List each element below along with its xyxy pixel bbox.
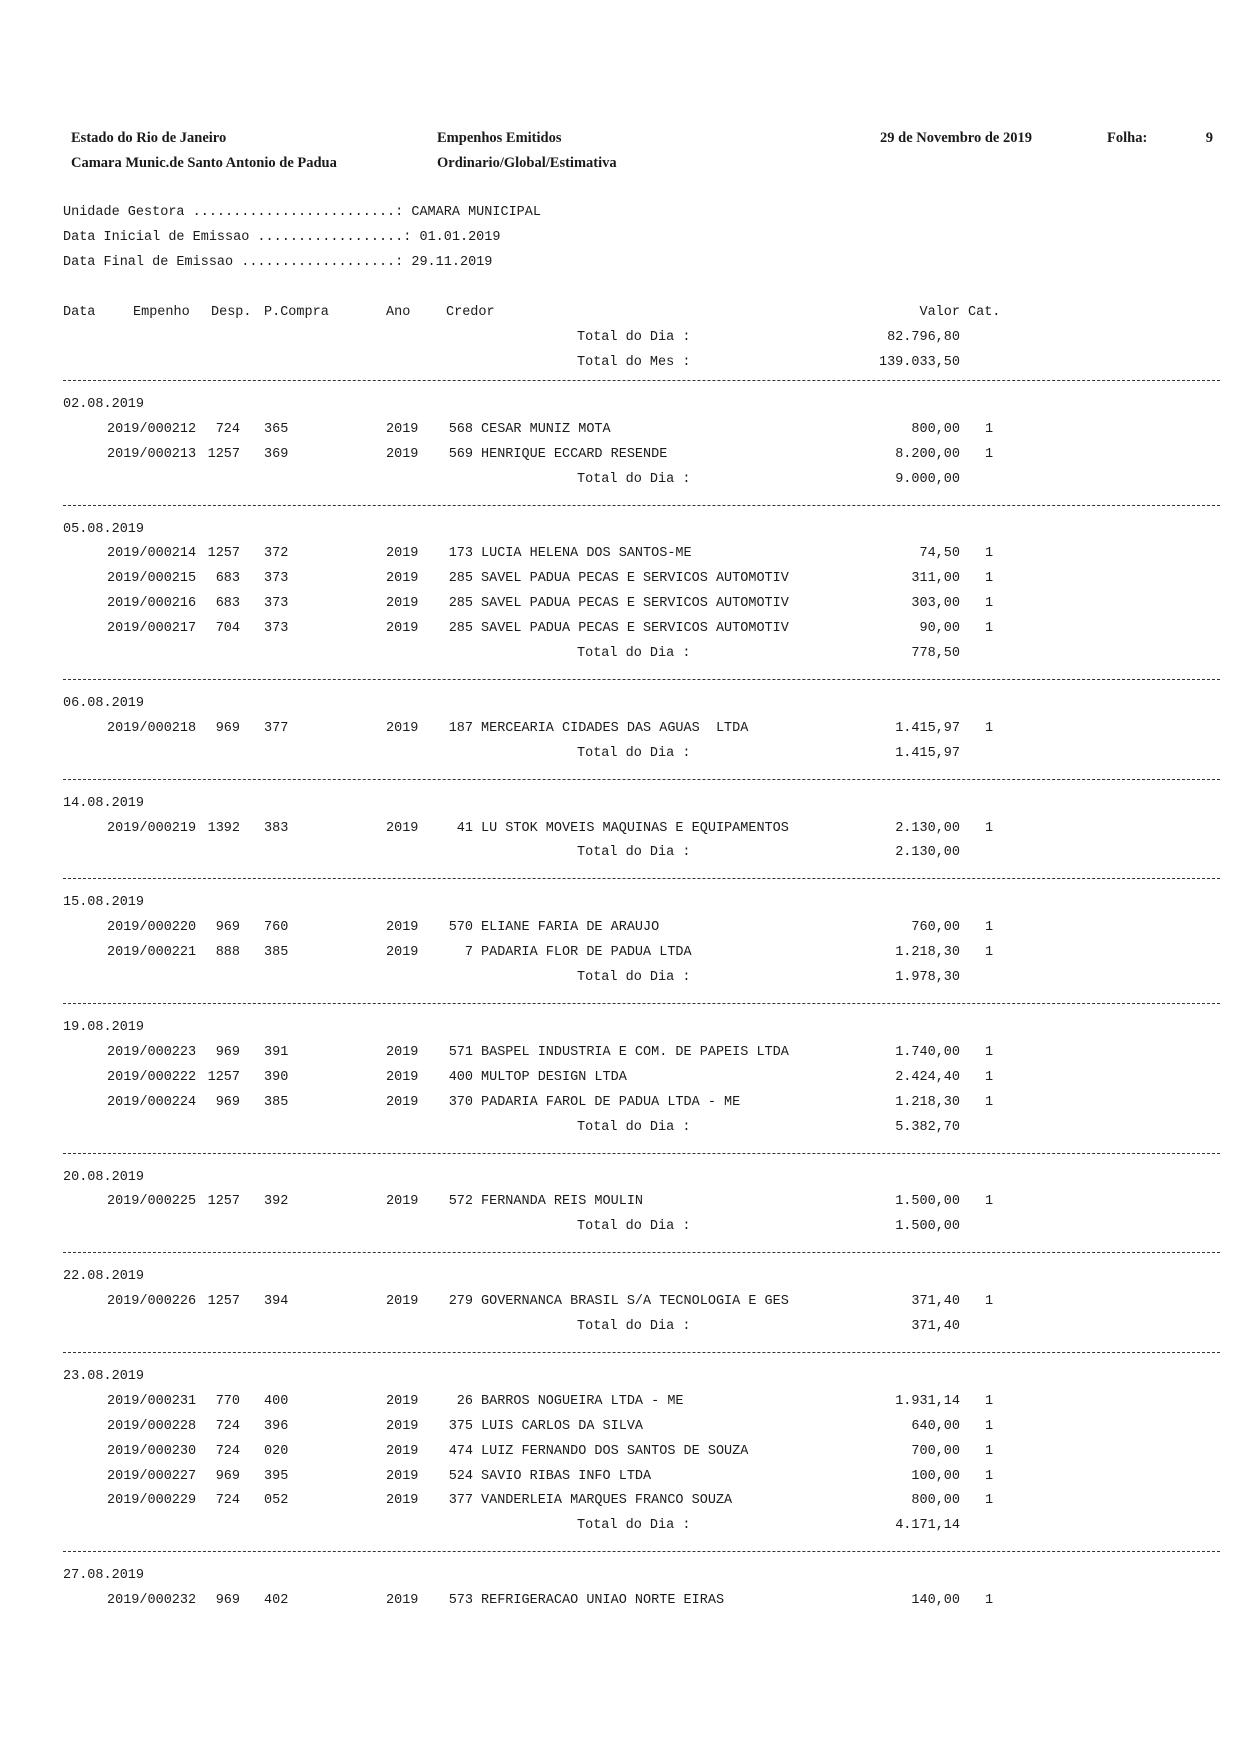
row-valor: 760,00 bbox=[911, 920, 960, 935]
row-cat: 1 bbox=[985, 546, 994, 561]
row-valor: 1.218,30 bbox=[895, 1095, 960, 1110]
col-header-valor: Valor bbox=[919, 305, 960, 320]
row-credor-code: 285 bbox=[448, 596, 473, 611]
row-credor-code: 285 bbox=[448, 571, 473, 586]
row-desp: 1257 bbox=[207, 1294, 240, 1309]
row-credor-name: REFRIGERACAO UNIAO NORTE EIRAS bbox=[481, 1593, 725, 1608]
group-separator bbox=[63, 878, 1220, 879]
row-cat: 1 bbox=[985, 1593, 994, 1608]
row-credor-name: BASPEL INDUSTRIA E COM. DE PAPEIS LTDA bbox=[481, 1045, 789, 1060]
row-pcompra: 373 bbox=[264, 596, 289, 611]
row-cat: 1 bbox=[985, 945, 994, 960]
row-valor: 800,00 bbox=[911, 422, 960, 437]
filter-value: 01.01.2019 bbox=[419, 230, 501, 245]
row-pcompra: 395 bbox=[264, 1469, 289, 1484]
row-desp: 1392 bbox=[207, 821, 240, 836]
row-cat: 1 bbox=[985, 1444, 994, 1459]
day-total-value: 1.415,97 bbox=[895, 746, 960, 761]
filter-label: Data Final de Emissao ...................: bbox=[63, 255, 412, 270]
row-valor: 74,50 bbox=[919, 546, 960, 561]
row-credor-name: SAVEL PADUA PECAS E SERVICOS AUTOMOTIV bbox=[481, 596, 789, 611]
row-pcompra: 385 bbox=[264, 1095, 289, 1110]
row-credor-code: 279 bbox=[448, 1294, 473, 1309]
row-cat: 1 bbox=[985, 621, 994, 636]
row-credor-name: LUIZ FERNANDO DOS SANTOS DE SOUZA bbox=[481, 1444, 749, 1459]
row-ano: 2019 bbox=[386, 1493, 419, 1508]
row-cat: 1 bbox=[985, 920, 994, 935]
row-valor: 2.130,00 bbox=[895, 821, 960, 836]
row-credor-name: ELIANE FARIA DE ARAUJO bbox=[481, 920, 660, 935]
row-empenho: 2019/000229 bbox=[107, 1493, 197, 1508]
row-pcompra: 400 bbox=[264, 1394, 289, 1409]
row-valor: 1.415,97 bbox=[895, 721, 960, 736]
row-credor-name: GOVERNANCA BRASIL S/A TECNOLOGIA E GES bbox=[481, 1294, 789, 1309]
row-desp: 724 bbox=[215, 422, 240, 437]
report-date: 29 de Novembro de 2019 bbox=[880, 130, 1032, 146]
row-desp: 1257 bbox=[207, 447, 240, 462]
row-pcompra: 385 bbox=[264, 945, 289, 960]
row-empenho: 2019/000218 bbox=[107, 721, 197, 736]
row-valor: 1.931,14 bbox=[895, 1394, 960, 1409]
row-pcompra: 365 bbox=[264, 422, 289, 437]
row-empenho: 2019/000220 bbox=[107, 920, 197, 935]
row-pcompra: 372 bbox=[264, 546, 289, 561]
row-pcompra: 369 bbox=[264, 447, 289, 462]
row-desp: 770 bbox=[215, 1394, 240, 1409]
row-valor: 8.200,00 bbox=[895, 447, 960, 462]
row-pcompra: 377 bbox=[264, 721, 289, 736]
col-header-ano: Ano bbox=[386, 305, 411, 320]
row-ano: 2019 bbox=[386, 546, 419, 561]
row-credor-code: 524 bbox=[448, 1469, 473, 1484]
day-total-label: Total do Dia : bbox=[577, 1219, 691, 1234]
row-ano: 2019 bbox=[386, 1593, 419, 1608]
row-pcompra: 390 bbox=[264, 1070, 289, 1085]
col-header-cat: Cat. bbox=[968, 305, 1001, 320]
row-valor: 2.424,40 bbox=[895, 1070, 960, 1085]
day-total-value: 2.130,00 bbox=[895, 845, 960, 860]
row-credor-code: 573 bbox=[448, 1593, 473, 1608]
day-total-label: Total do Dia : bbox=[577, 646, 691, 661]
group-separator bbox=[63, 1153, 1220, 1154]
row-ano: 2019 bbox=[386, 920, 419, 935]
row-valor: 140,00 bbox=[911, 1593, 960, 1608]
row-credor-name: LU STOK MOVEIS MAQUINAS E EQUIPAMENTOS bbox=[481, 821, 789, 836]
day-total-label: Total do Dia : bbox=[577, 1518, 691, 1533]
day-total-value: 1.978,30 bbox=[895, 970, 960, 985]
row-credor-name: BARROS NOGUEIRA LTDA - ME bbox=[481, 1394, 684, 1409]
row-empenho: 2019/000216 bbox=[107, 596, 197, 611]
filter-data-final bbox=[63, 255, 492, 271]
group-date: 02.08.2019 bbox=[63, 397, 145, 412]
row-credor-name: PADARIA FLOR DE PADUA LTDA bbox=[481, 945, 692, 960]
row-desp: 1257 bbox=[207, 546, 240, 561]
row-empenho: 2019/000232 bbox=[107, 1593, 197, 1608]
header-state: Estado do Rio de Janeiro bbox=[71, 130, 227, 146]
row-ano: 2019 bbox=[386, 422, 419, 437]
col-header-data: Data bbox=[63, 305, 96, 320]
row-valor: 1.218,30 bbox=[895, 945, 960, 960]
row-cat: 1 bbox=[985, 721, 994, 736]
row-credor-code: 572 bbox=[448, 1194, 473, 1209]
row-desp: 683 bbox=[215, 571, 240, 586]
row-credor-code: 568 bbox=[448, 422, 473, 437]
day-total-label: Total do Dia : bbox=[577, 1319, 691, 1334]
group-separator bbox=[63, 679, 1220, 680]
row-valor: 1.500,00 bbox=[895, 1194, 960, 1209]
day-total-label: Total do Dia : bbox=[577, 1120, 691, 1135]
row-ano: 2019 bbox=[386, 1394, 419, 1409]
row-desp: 969 bbox=[215, 1095, 240, 1110]
group-separator bbox=[63, 1252, 1220, 1253]
row-credor-name: FERNANDA REIS MOULIN bbox=[481, 1194, 644, 1209]
col-header-credor: Credor bbox=[446, 305, 495, 320]
row-pcompra: 052 bbox=[264, 1493, 289, 1508]
row-desp: 969 bbox=[215, 1045, 240, 1060]
row-cat: 1 bbox=[985, 1493, 994, 1508]
col-header-empenho: Empenho bbox=[133, 305, 190, 320]
row-ano: 2019 bbox=[386, 1294, 419, 1309]
row-desp: 1257 bbox=[207, 1070, 240, 1085]
row-empenho: 2019/000228 bbox=[107, 1419, 197, 1434]
row-pcompra: 394 bbox=[264, 1294, 289, 1309]
row-empenho: 2019/000225 bbox=[107, 1194, 197, 1209]
row-valor: 700,00 bbox=[911, 1444, 960, 1459]
row-ano: 2019 bbox=[386, 821, 419, 836]
row-cat: 1 bbox=[985, 596, 994, 611]
row-credor-code: 41 bbox=[456, 821, 473, 836]
row-valor: 303,00 bbox=[911, 596, 960, 611]
row-credor-name: VANDERLEIA MARQUES FRANCO SOUZA bbox=[481, 1493, 733, 1508]
row-ano: 2019 bbox=[386, 621, 419, 636]
row-empenho: 2019/000221 bbox=[107, 945, 197, 960]
filter-label: Unidade Gestora .........................: bbox=[63, 205, 412, 220]
row-empenho: 2019/000214 bbox=[107, 546, 197, 561]
row-desp: 1257 bbox=[207, 1194, 240, 1209]
group-separator bbox=[63, 779, 1220, 780]
row-valor: 100,00 bbox=[911, 1469, 960, 1484]
row-credor-name: MERCEARIA CIDADES DAS AGUAS LTDA bbox=[481, 721, 749, 736]
row-desp: 888 bbox=[215, 945, 240, 960]
row-cat: 1 bbox=[985, 821, 994, 836]
row-cat: 1 bbox=[985, 447, 994, 462]
row-desp: 969 bbox=[215, 1593, 240, 1608]
row-valor: 640,00 bbox=[911, 1419, 960, 1434]
row-ano: 2019 bbox=[386, 1419, 419, 1434]
row-credor-code: 400 bbox=[448, 1070, 473, 1085]
row-empenho: 2019/000212 bbox=[107, 422, 197, 437]
row-credor-name: SAVEL PADUA PECAS E SERVICOS AUTOMOTIV bbox=[481, 571, 789, 586]
row-empenho: 2019/000224 bbox=[107, 1095, 197, 1110]
row-cat: 1 bbox=[985, 1070, 994, 1085]
group-separator bbox=[63, 1551, 1220, 1552]
filter-unidade-gestora bbox=[63, 205, 541, 221]
row-desp: 969 bbox=[215, 1469, 240, 1484]
row-empenho: 2019/000226 bbox=[107, 1294, 197, 1309]
row-ano: 2019 bbox=[386, 1469, 419, 1484]
row-credor-name: PADARIA FAROL DE PADUA LTDA - ME bbox=[481, 1095, 741, 1110]
row-credor-code: 571 bbox=[448, 1045, 473, 1060]
row-pcompra: 391 bbox=[264, 1045, 289, 1060]
group-separator bbox=[63, 1352, 1220, 1353]
report-title: Empenhos Emitidos bbox=[437, 130, 562, 146]
row-empenho: 2019/000217 bbox=[107, 621, 197, 636]
row-empenho: 2019/000219 bbox=[107, 821, 197, 836]
day-total-value: 371,40 bbox=[911, 1319, 960, 1334]
day-total-label: Total do Dia : bbox=[577, 845, 691, 860]
row-desp: 704 bbox=[215, 621, 240, 636]
sheet-label: Folha: bbox=[1107, 130, 1148, 146]
group-date: 23.08.2019 bbox=[63, 1369, 145, 1384]
day-total-value: 9.000,00 bbox=[895, 472, 960, 487]
row-credor-code: 285 bbox=[448, 621, 473, 636]
row-cat: 1 bbox=[985, 1194, 994, 1209]
col-header-desp: Desp. bbox=[211, 305, 252, 320]
filter-data-inicial bbox=[63, 230, 500, 246]
row-credor-code: 7 bbox=[464, 945, 473, 960]
row-credor-name: HENRIQUE ECCARD RESENDE bbox=[481, 447, 668, 462]
group-date: 20.08.2019 bbox=[63, 1170, 145, 1185]
group-separator bbox=[63, 505, 1220, 506]
group-separator bbox=[63, 1003, 1220, 1004]
header-entity: Camara Munic.de Santo Antonio de Padua bbox=[71, 155, 337, 171]
row-valor: 800,00 bbox=[911, 1493, 960, 1508]
row-pcompra: 373 bbox=[264, 621, 289, 636]
row-pcompra: 760 bbox=[264, 920, 289, 935]
row-empenho: 2019/000230 bbox=[107, 1444, 197, 1459]
day-total-value: 778,50 bbox=[911, 646, 960, 661]
row-cat: 1 bbox=[985, 1045, 994, 1060]
day-total-label: Total do Dia : bbox=[577, 472, 691, 487]
row-ano: 2019 bbox=[386, 945, 419, 960]
row-pcompra: 396 bbox=[264, 1419, 289, 1434]
row-empenho: 2019/000215 bbox=[107, 571, 197, 586]
row-desp: 969 bbox=[215, 920, 240, 935]
day-total-label: Total do Dia : bbox=[577, 746, 691, 761]
row-ano: 2019 bbox=[386, 447, 419, 462]
row-ano: 2019 bbox=[386, 571, 419, 586]
row-ano: 2019 bbox=[386, 721, 419, 736]
row-pcompra: 392 bbox=[264, 1194, 289, 1209]
group-date: 27.08.2019 bbox=[63, 1568, 145, 1583]
report-subtitle: Ordinario/Global/Estimativa bbox=[437, 155, 617, 171]
row-cat: 1 bbox=[985, 1419, 994, 1434]
row-pcompra: 020 bbox=[264, 1444, 289, 1459]
row-credor-code: 570 bbox=[448, 920, 473, 935]
row-credor-code: 569 bbox=[448, 447, 473, 462]
group-date: 19.08.2019 bbox=[63, 1020, 145, 1035]
row-ano: 2019 bbox=[386, 1095, 419, 1110]
row-empenho: 2019/000222 bbox=[107, 1070, 197, 1085]
carryover-month-value: 139.033,50 bbox=[878, 355, 960, 370]
row-desp: 683 bbox=[215, 596, 240, 611]
row-desp: 969 bbox=[215, 721, 240, 736]
group-date: 06.08.2019 bbox=[63, 696, 145, 711]
row-cat: 1 bbox=[985, 1394, 994, 1409]
row-credor-code: 474 bbox=[448, 1444, 473, 1459]
group-date: 14.08.2019 bbox=[63, 796, 145, 811]
row-valor: 1.740,00 bbox=[895, 1045, 960, 1060]
row-empenho: 2019/000223 bbox=[107, 1045, 197, 1060]
row-ano: 2019 bbox=[386, 1444, 419, 1459]
row-pcompra: 402 bbox=[264, 1593, 289, 1608]
row-empenho: 2019/000213 bbox=[107, 447, 197, 462]
day-total-value: 1.500,00 bbox=[895, 1219, 960, 1234]
day-total-value: 4.171,14 bbox=[895, 1518, 960, 1533]
row-credor-name: LUIS CARLOS DA SILVA bbox=[481, 1419, 644, 1434]
row-ano: 2019 bbox=[386, 1070, 419, 1085]
filter-value: 29.11.2019 bbox=[411, 255, 493, 270]
row-cat: 1 bbox=[985, 1095, 994, 1110]
row-pcompra: 373 bbox=[264, 571, 289, 586]
row-credor-code: 26 bbox=[456, 1394, 473, 1409]
row-credor-name: CESAR MUNIZ MOTA bbox=[481, 422, 611, 437]
row-pcompra: 383 bbox=[264, 821, 289, 836]
carryover-day-label: Total do Dia : bbox=[577, 330, 691, 345]
carryover-day-value: 82.796,80 bbox=[887, 330, 960, 345]
row-ano: 2019 bbox=[386, 596, 419, 611]
filter-label: Data Inicial de Emissao ..................: bbox=[63, 230, 420, 245]
row-credor-name: MULTOP DESIGN LTDA bbox=[481, 1070, 627, 1085]
group-date: 15.08.2019 bbox=[63, 895, 145, 910]
filter-value: CAMARA MUNICIPAL bbox=[411, 205, 541, 220]
day-total-value: 5.382,70 bbox=[895, 1120, 960, 1135]
group-separator bbox=[63, 380, 1220, 381]
row-cat: 1 bbox=[985, 1294, 994, 1309]
sheet-number: 9 bbox=[1205, 130, 1213, 146]
row-cat: 1 bbox=[985, 571, 994, 586]
row-valor: 371,40 bbox=[911, 1294, 960, 1309]
row-credor-code: 173 bbox=[448, 546, 473, 561]
row-credor-code: 377 bbox=[448, 1493, 473, 1508]
row-credor-name: SAVIO RIBAS INFO LTDA bbox=[481, 1469, 652, 1484]
row-desp: 724 bbox=[215, 1419, 240, 1434]
row-ano: 2019 bbox=[386, 1045, 419, 1060]
group-date: 22.08.2019 bbox=[63, 1269, 145, 1284]
row-valor: 311,00 bbox=[911, 571, 960, 586]
day-total-label: Total do Dia : bbox=[577, 970, 691, 985]
row-credor-name: SAVEL PADUA PECAS E SERVICOS AUTOMOTIV bbox=[481, 621, 789, 636]
row-empenho: 2019/000227 bbox=[107, 1469, 197, 1484]
row-credor-code: 187 bbox=[448, 721, 473, 736]
group-date: 05.08.2019 bbox=[63, 522, 145, 537]
row-credor-code: 375 bbox=[448, 1419, 473, 1434]
row-credor-name: LUCIA HELENA DOS SANTOS-ME bbox=[481, 546, 692, 561]
col-header-pcompra: P.Compra bbox=[264, 305, 329, 320]
row-empenho: 2019/000231 bbox=[107, 1394, 197, 1409]
carryover-month-label: Total do Mes : bbox=[577, 355, 691, 370]
row-valor: 90,00 bbox=[919, 621, 960, 636]
row-cat: 1 bbox=[985, 1469, 994, 1484]
row-desp: 724 bbox=[215, 1493, 240, 1508]
row-desp: 724 bbox=[215, 1444, 240, 1459]
row-cat: 1 bbox=[985, 422, 994, 437]
row-credor-code: 370 bbox=[448, 1095, 473, 1110]
row-ano: 2019 bbox=[386, 1194, 419, 1209]
